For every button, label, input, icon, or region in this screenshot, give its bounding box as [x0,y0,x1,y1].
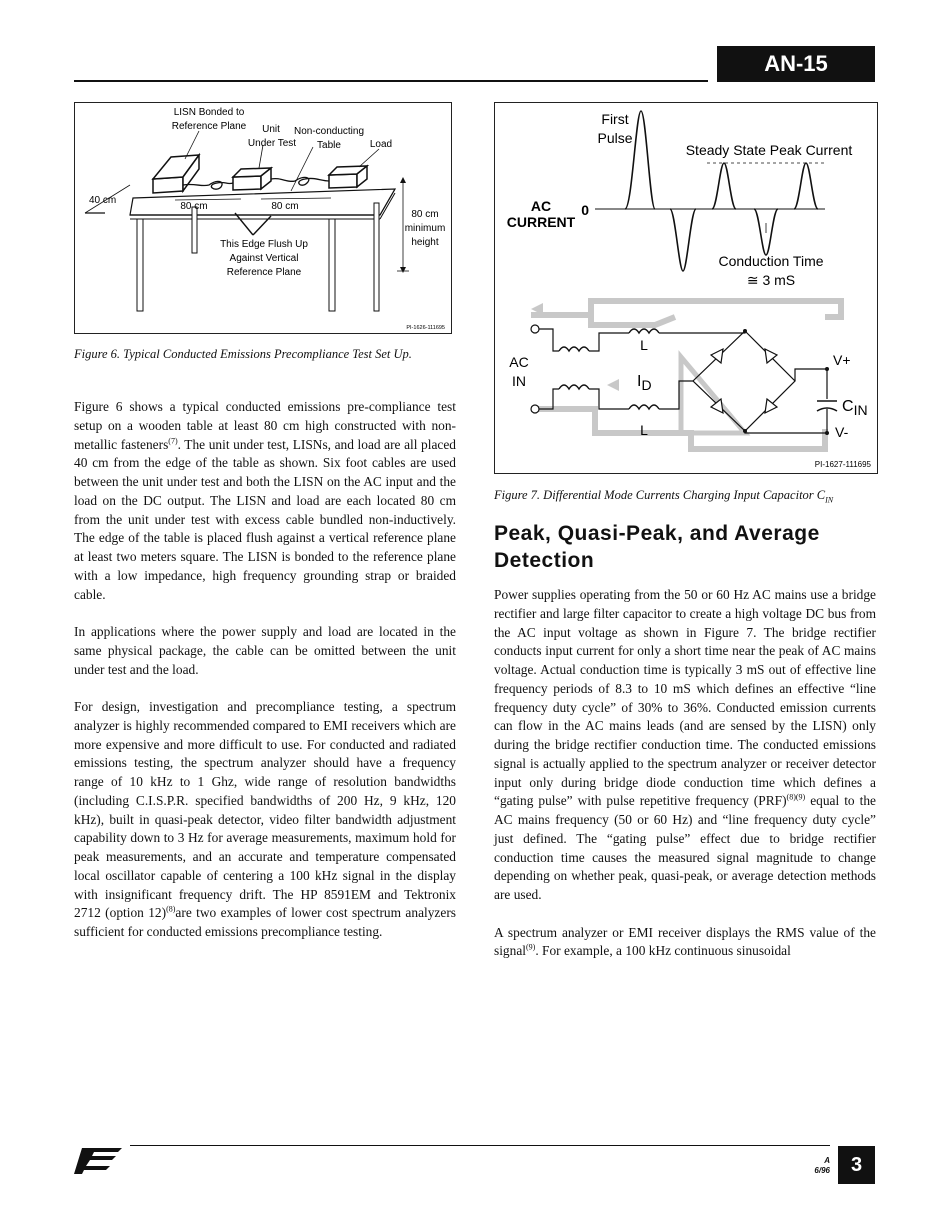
ref-9: (9) [526,942,536,952]
label-ac-in-1: AC [509,354,529,370]
figure7-part-number: PI-1627-111695 [814,460,871,469]
label-id: I [637,373,642,390]
paragraph-rms: A spectrum analyzer or EMI receiver displays the RMS value of the signal$^{(9)}$. For example, a 100 kHz continuous sinusoidal [494,924,876,959]
label-load: Load [369,139,393,150]
figure7-caption-sub: IN [825,495,834,505]
label-inductor-top: L [640,337,648,353]
footer-rev: A [824,1156,830,1165]
page-number-badge [838,1146,875,1184]
label-80cm-height: 80 cm [411,209,439,220]
figure6-caption: Figure 6. Typical Conducted Emissions Precompliance Test Set Up. [74,347,412,361]
label-ac: AC [530,198,552,214]
label-unit: Unit [262,124,280,135]
label-steady-state: Steady State Peak Current [685,142,853,158]
label-height: height [411,237,439,248]
label-id-sub: D [641,377,652,393]
svg-text:CIN [842,398,868,418]
figure-7 [494,102,878,474]
label-current: CURRENT [506,214,576,230]
label-zero: 0 [581,202,589,218]
footer-rule [130,1145,830,1146]
label-edge-line1: This Edge Flush Up [220,239,308,250]
label-vplus: V+ [833,352,851,368]
figure7-caption [494,488,894,505]
label-minimum: minimum [404,223,446,234]
page-number: 3 [850,1153,863,1176]
label-approx-3ms: ≅ 3 mS [746,272,796,288]
label-cin-sub: IN [853,402,868,418]
test-setup-diagram [75,103,451,333]
label-table: Table [317,140,341,151]
figure-6 [74,102,452,334]
paragraph-detection: Power supplies operating from the 50 or 60 Hz AC mains use a bridge rectifier and large filter capacitor to create a high voltage DC bus from the AC input voltage as shown in Figure 7. The bridge rectifier conducts input current for only a short time near the peak of AC mains voltage. Actual conduction time is typically 3 mS out of effective line frequency periods of 8.3 to 10 mS which defines an effective “line frequency duty cycle” of 30% to 36%. Conducted emission currents can flow in the AC mains leads (and are sensed by the LISN) only during the bridge rectifier conduction time. The conducted emissions signal is actually applied to the spectrum analyzer or receiver detector input only during bridge diode conduction time which defines a “gating pulse” with pulse repetitive frequency (PRF)$^{(8)(9)}$ equal to the AC mains frequency (50 or 60 Hz) and “line frequency duty cycle” just defined. The “gating pulse” effect due to bridge rectifier conduction time causes the measured signal magnitude to change depending on whether peak, quasi-peak, or average detection methods are used. [494,587,876,902]
label-inductor-bottom: L [640,422,648,438]
header-rule [74,80,708,82]
paragraph-test-setup: Figure 6 shows a typical conducted emissions pre-compliance test setup on a wooden table at least 80 cm high constructed with non-metallic fasteners$^{(7)}$. The unit under test, LISNs, and load are all placed 40 cm from the edge of the table as shown. Six foot cables are used between the unit under test and both the LISN on the AC input and the load on the DC output. The LISN and load are each located 80 cm from the unit under test with excess cable bundled non-inductively. The edge of the table is placed flush against a vertical reference plane at least two meters square. The LISN is bonded to the reference plane with a low impedance, high frequency grounding strap or braided cable. [74,399,456,602]
label-80cm-right: 80 cm [271,201,299,212]
paragraph-same-package: In applications where the power supply and load are located in the same physical package, the cable can be omitted between the unit under test and the load. [74,624,456,677]
doc-id-badge [717,46,875,82]
label-40cm: 40 cm [89,195,117,206]
label-under-test: Under Test [247,138,297,149]
figure7-caption-text: Figure 7. Differential Mode Currents Charging Input Capacitor C [494,488,826,502]
label-lisn-bonded: LISN Bonded to [173,107,245,118]
label-non-conducting: Non-conducting [293,126,365,137]
label-80cm-left: 80 cm [180,201,208,212]
svg-text:ID [637,373,652,393]
figure6-part-number: PI-1626-111695 [406,325,445,331]
company-logo [74,1146,124,1176]
label-vminus: V- [835,424,849,440]
footer-date: 6/96 [814,1166,830,1175]
label-edge-line2: Against Vertical [229,253,299,264]
label-pulse: Pulse [597,130,633,146]
ref-7: (7) [168,436,178,446]
doc-id: AN-15 [764,51,828,76]
right-column [494,586,876,980]
label-conduction-time: Conduction Time [718,253,824,269]
ref-8: (8) [166,904,176,914]
ref-8-9: (8)(9) [786,792,806,802]
label-first: First [601,111,629,127]
label-ac-in-2: IN [512,373,526,389]
label-edge-line3: Reference Plane [226,267,302,278]
paragraph-spectrum-analyzer: For design, investigation and precompliance testing, a spectrum analyzer is highly recommended compared to EMI receivers which are more expensive and more difficult to use. For conducted and radiated emissions testing, the spectrum analyzer should have a frequency range of 10 kHz to 1 Ghz, wide range of resolution bandwidths (including C.I.S.P.R. specified bandwidths of 200 Hz, 9 kHz, 120 kHz), built in quasi-peak detector, video filter bandwidth adjustment capability down to 3 Hz for average measurements, maximum hold for peak measurements, and an accurate and temperature compensated local oscillator capable of centering a 100 kHz signal in the display with insignificant frequency drift. The HP 8591EM and Tektronix 2712 (option 12)$^{(8)}$are two examples of lower cost spectrum analyzers sufficient for conducted emissions precompliance testing. [74,699,456,939]
bridge-rectifier-diagram [495,103,877,473]
section-heading: Peak, Quasi-Peak, and Average Detection [494,522,820,572]
label-cin: C [842,398,854,415]
left-column [74,398,456,961]
label-reference-plane: Reference Plane [171,121,247,132]
